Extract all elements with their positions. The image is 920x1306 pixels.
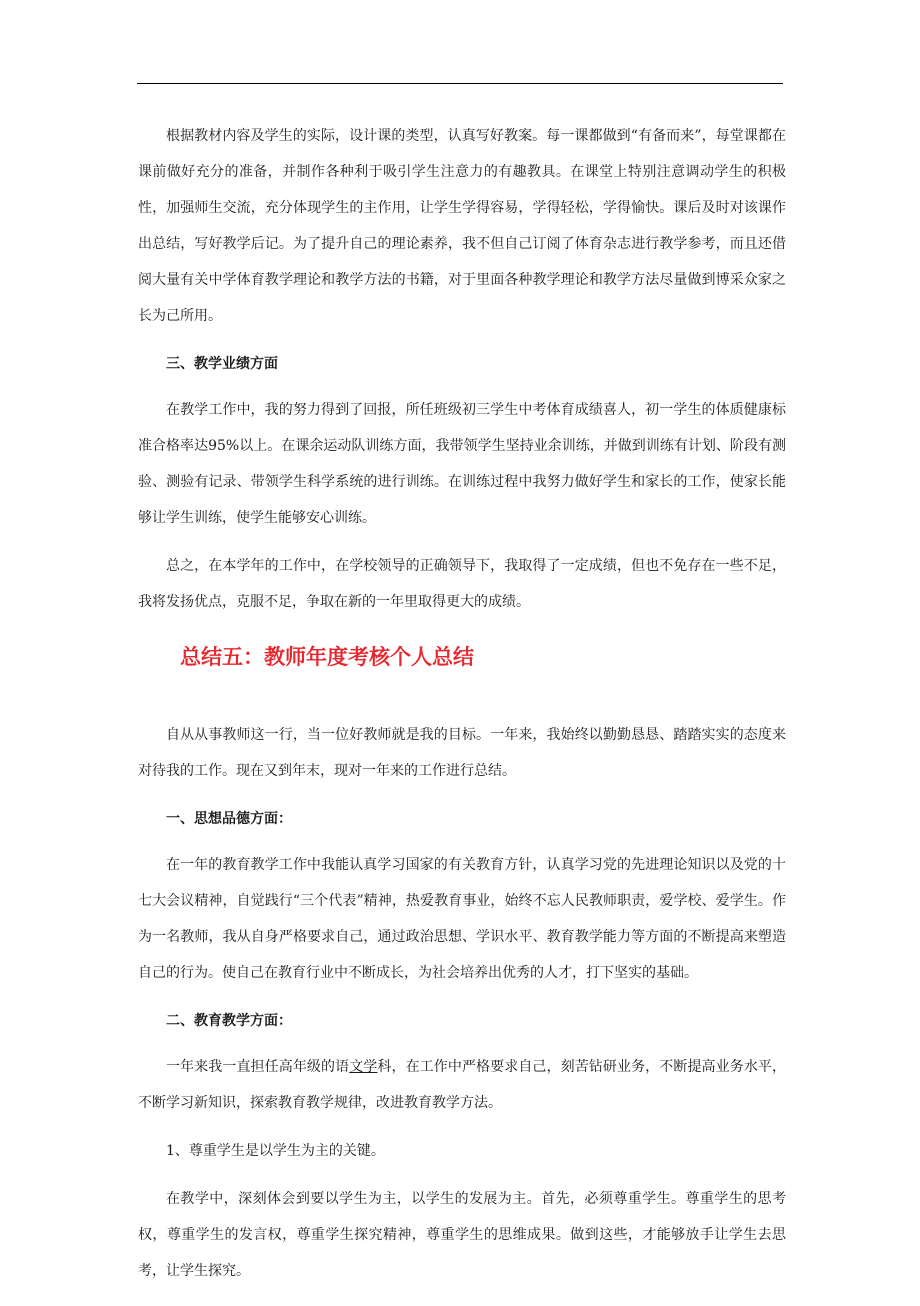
paragraph-text-before-link: 一年来我一直担任高年级的语 (166, 1059, 350, 1075)
paragraph-ideology: 在一年的教育教学工作中我能认真学习国家的有关教育方针，认真学习党的先进理论知识以及党的十七大会议精神，自觉践行“三个代表”精神，热爱教育事业，始终不忘人民教师职责，爱学校、爱学生。作为一名教师，我从自身严格要求自己，通过政治思想、学识水平、教育教学能力等方面的不断提高来塑造自己的行为。使自己在教育行业中不断成长，为社会培养出优秀的人才，打下坚实的基础。 (138, 857, 786, 981)
paragraph-teaching-results: 在教学工作中，我的努力得到了回报，所任班级初三学生中考体育成绩喜人，初一学生的体质健康标准合格率达95%以上。在课余运动队训练方面，我带领学生坚持业余训练，并做到训练有计划、阶段有测验、测验有记录、带领学生科学系统的进行训练。在训练过程中我努力做好学生和家长的工作，使家长能够让学生训练，使学生能够安心训练。 (138, 402, 786, 526)
paragraph-introduction: 自从从事教师这一行，当一位好教师就是我的目标。一年来，我始终以勤勤恳恳、踏踏实实的态度来对待我的工作。现在又到年末，现对一年来的工作进行总结。 (138, 727, 786, 779)
paragraph-conclusion: 总之，在本学年的工作中，在学校领导的正确领导下，我取得了一定成绩，但也不免存在一些不足，我将发扬优点，克服不足，争取在新的一年里取得更大的成绩。 (138, 558, 786, 610)
paragraph-lesson-preparation: 根据教材内容及学生的实际，设计课的类型，认真写好教案。每一课都做到“有备而来”，每堂课都在课前做好充分的准备，并制作各种利于吸引学生注意力的有趣教具。在课堂上特别注意调动学生的积极性，加强师生交流，充分体现学生的主作用，让学生学得容易，学得轻松，学得愉快。课后及时对该课作出总结，写好教学后记。为了提升自己的理论素养，我不但自己订阅了体育杂志进行教学参考，而且还借阅大量有关中学体育教学理论和教学方法的书籍，对于里面各种教学理论和教学方法尽量做到博采众家之长为己所用。 (138, 128, 786, 324)
paragraph-text-after-link: 科，在工作中严格要求自己，刻苦钻研业务，不断提高业务水平，不断学习新知识，探索教育教学规律，改进教育教学方法。 (138, 1059, 787, 1111)
heading-teaching-performance: 三、教学业绩方面 (166, 356, 278, 372)
paragraph-respect-students: 在教学中，深刻体会到要以学生为主，以学生的发展为主。首先，必须尊重学生。尊重学生的思考权，尊重学生的发言权，尊重学生探究精神，尊重学生的思维成果。做到这些，才能够放手让学生去思考，让学生探究。 (138, 1191, 786, 1279)
heading-ideology: 一、思想品德方面： (166, 811, 292, 827)
list-item-respect-students: 1、尊重学生是以学生为主的关键。 (166, 1143, 385, 1159)
section-title-summary-five: 总结五：教师年度考核个人总结 (180, 645, 474, 669)
paragraph-education-teaching (138, 1049, 786, 1121)
header-divider (137, 83, 783, 84)
document-body (138, 118, 786, 1306)
literature-link[interactable]: 文学 (349, 1059, 378, 1075)
heading-education-teaching: 二、教育教学方面： (166, 1013, 292, 1029)
